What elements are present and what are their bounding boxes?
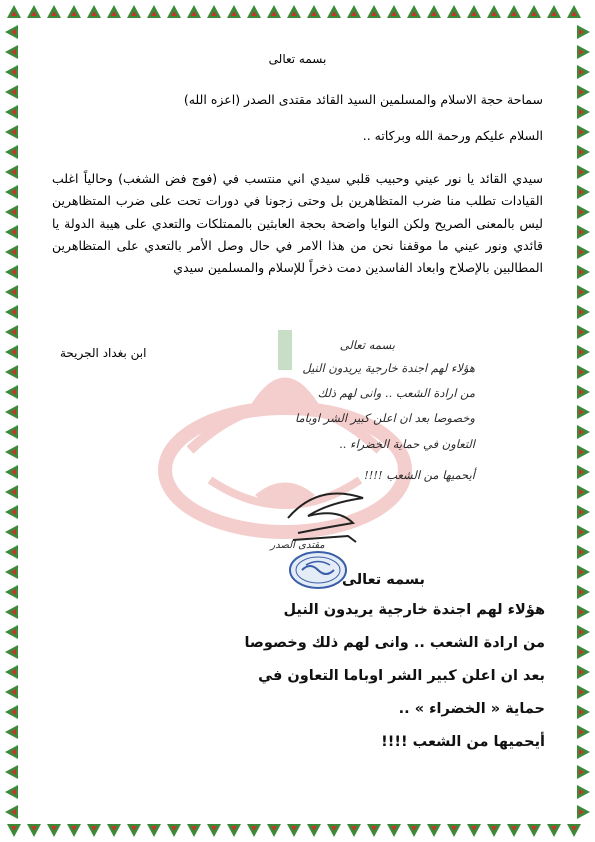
signature-name: مقتدى الصدر	[270, 540, 325, 551]
handwritten-line: بسمه تعالى	[339, 338, 395, 352]
basmala-heading: بسمه تعالى	[268, 52, 327, 66]
typed-line: أيحميها من الشعب !!!!	[381, 734, 545, 750]
handwritten-line: هؤلاء لهم اجندة خارجية يريدون النيل	[302, 361, 475, 375]
letter-signer: ابن بغداد الجريحة	[60, 346, 147, 360]
typed-reply	[60, 572, 545, 772]
letter-address: سماحة حجة الاسلام والمسلمين السيد القائد مقتدى الصدر (اعزه الله)	[183, 92, 543, 107]
typed-line: من ارادة الشعب .. وانى لهم ذلك وخصوصا	[244, 635, 545, 651]
letter-greeting: السلام عليكم ورحمة الله وبركاته ..	[362, 128, 543, 143]
typed-line: هؤلاء لهم اجندة خارجية يريدون النيل	[283, 602, 545, 618]
typed-line: بسمه تعالى	[342, 572, 425, 588]
typed-line: حماية « الخضراء » ..	[398, 701, 545, 717]
handwritten-line: التعاون في حماية الخضراء ..	[339, 437, 475, 451]
signature-scribble	[268, 478, 378, 558]
letter-body: سيدي القائد يا نور عيني وحبيب قلبي سيدي اني منتسب في (فوج فض الشغب) وحالياً اغلب القيادات تطلب منا ضرب المتظاهرين بل وحتى زجونا في دورات تحت على ضرب المتظاهرين ليس بالمعنى الصريح ولكن النوايا واضحة بحجة العابثين بالممتلكات والتعدي على هيبة الدولة يا قائدي ونور عيني ما موقفنا نحن من هذا الامر في حال وصل الأمر بالتعدي على المتظاهرين المطالبين بالإصلاح وابعاد الفاسدين دمت ذخراً للإسلام والمسلمين سيدي	[52, 171, 543, 276]
handwritten-line: وخصوصا بعد ان اعلن كبير الشر اوباما	[294, 411, 475, 425]
typed-line: بعد ان اعلن كبير الشر اوباما التعاون في	[258, 668, 545, 684]
handwritten-line: أيحميها من الشعب !!!!	[364, 468, 475, 482]
handwritten-line: من ارادة الشعب .. وانى لهم ذلك	[317, 386, 475, 400]
